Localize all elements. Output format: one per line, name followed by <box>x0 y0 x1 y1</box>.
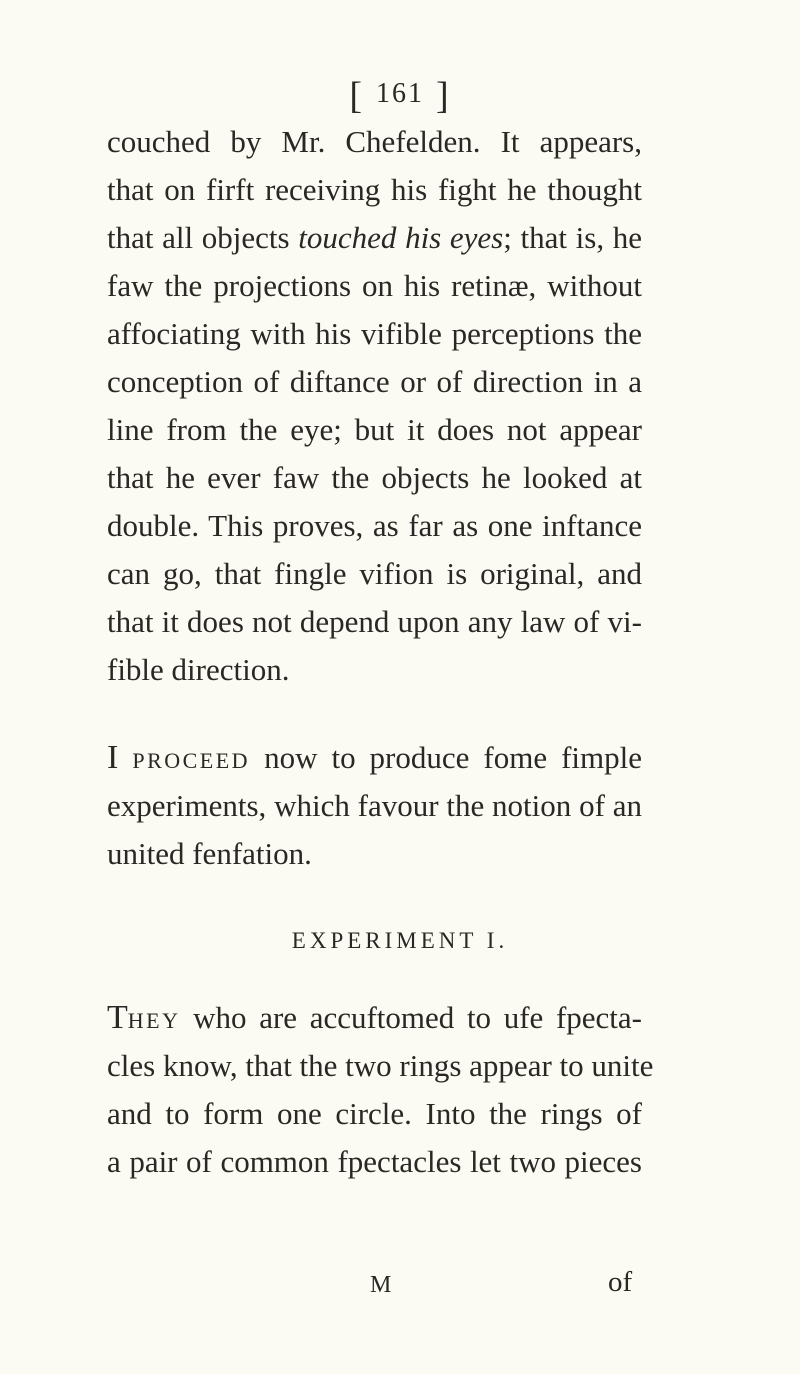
text-span: ; that is, he <box>503 220 643 255</box>
text-line: line from the eye; but it does not appear <box>107 412 642 447</box>
text-span: now to produce fome fimple <box>250 740 642 775</box>
text-line: cles know, that the two rings appear to unite <box>107 1048 654 1083</box>
lead-letter: I <box>107 739 119 776</box>
text-line: affociating with his vifible perceptions the <box>107 316 642 351</box>
text-span: that all objects <box>107 220 290 255</box>
page-number: 161 <box>376 78 424 109</box>
text-line: united fenfation. <box>107 836 312 871</box>
signature-mark: M <box>370 1272 392 1298</box>
italic-phrase: touched his eyes <box>298 220 504 255</box>
text-line: that it does not depend upon any law of vi- <box>107 604 642 639</box>
text-line: can go, that fingle vifion is original, and <box>107 556 642 591</box>
page-header <box>0 74 800 118</box>
text-line <box>107 998 642 1041</box>
text-line: experiments, which favour the notion of an <box>107 788 642 823</box>
text-span: who are accuftomed to ufe fpecta- <box>180 1000 642 1035</box>
section-heading: EXPERIMENT I. <box>291 928 509 953</box>
header-open-bracket: [ <box>349 75 364 117</box>
text-line: that he ever faw the objects he looked at <box>107 460 642 495</box>
text-line: fible direction. <box>107 652 290 687</box>
catchword: of <box>608 1266 633 1298</box>
text-line: that on firft receiving his fight he thought <box>107 172 642 207</box>
text-line: and to form one circle. Into the rings of <box>107 1096 642 1131</box>
small-caps-word: HEY <box>127 1008 181 1033</box>
small-caps-word: PROCEED <box>132 748 251 773</box>
lead-letter: T <box>107 999 128 1036</box>
text-line: double. This proves, as far as one inftance <box>107 508 642 543</box>
text-line: conception of diftance or of direction in a <box>107 364 642 399</box>
text-line: faw the projections on his retinæ, without <box>107 268 642 303</box>
text-line: couched by Mr. Chefelden. It appears, <box>107 124 642 159</box>
text-line <box>107 218 642 258</box>
text-line: a pair of common fpectacles let two pieces <box>107 1144 642 1179</box>
text-line <box>107 738 642 781</box>
page-footer <box>0 1266 800 1304</box>
header-close-bracket: ] <box>436 75 451 117</box>
